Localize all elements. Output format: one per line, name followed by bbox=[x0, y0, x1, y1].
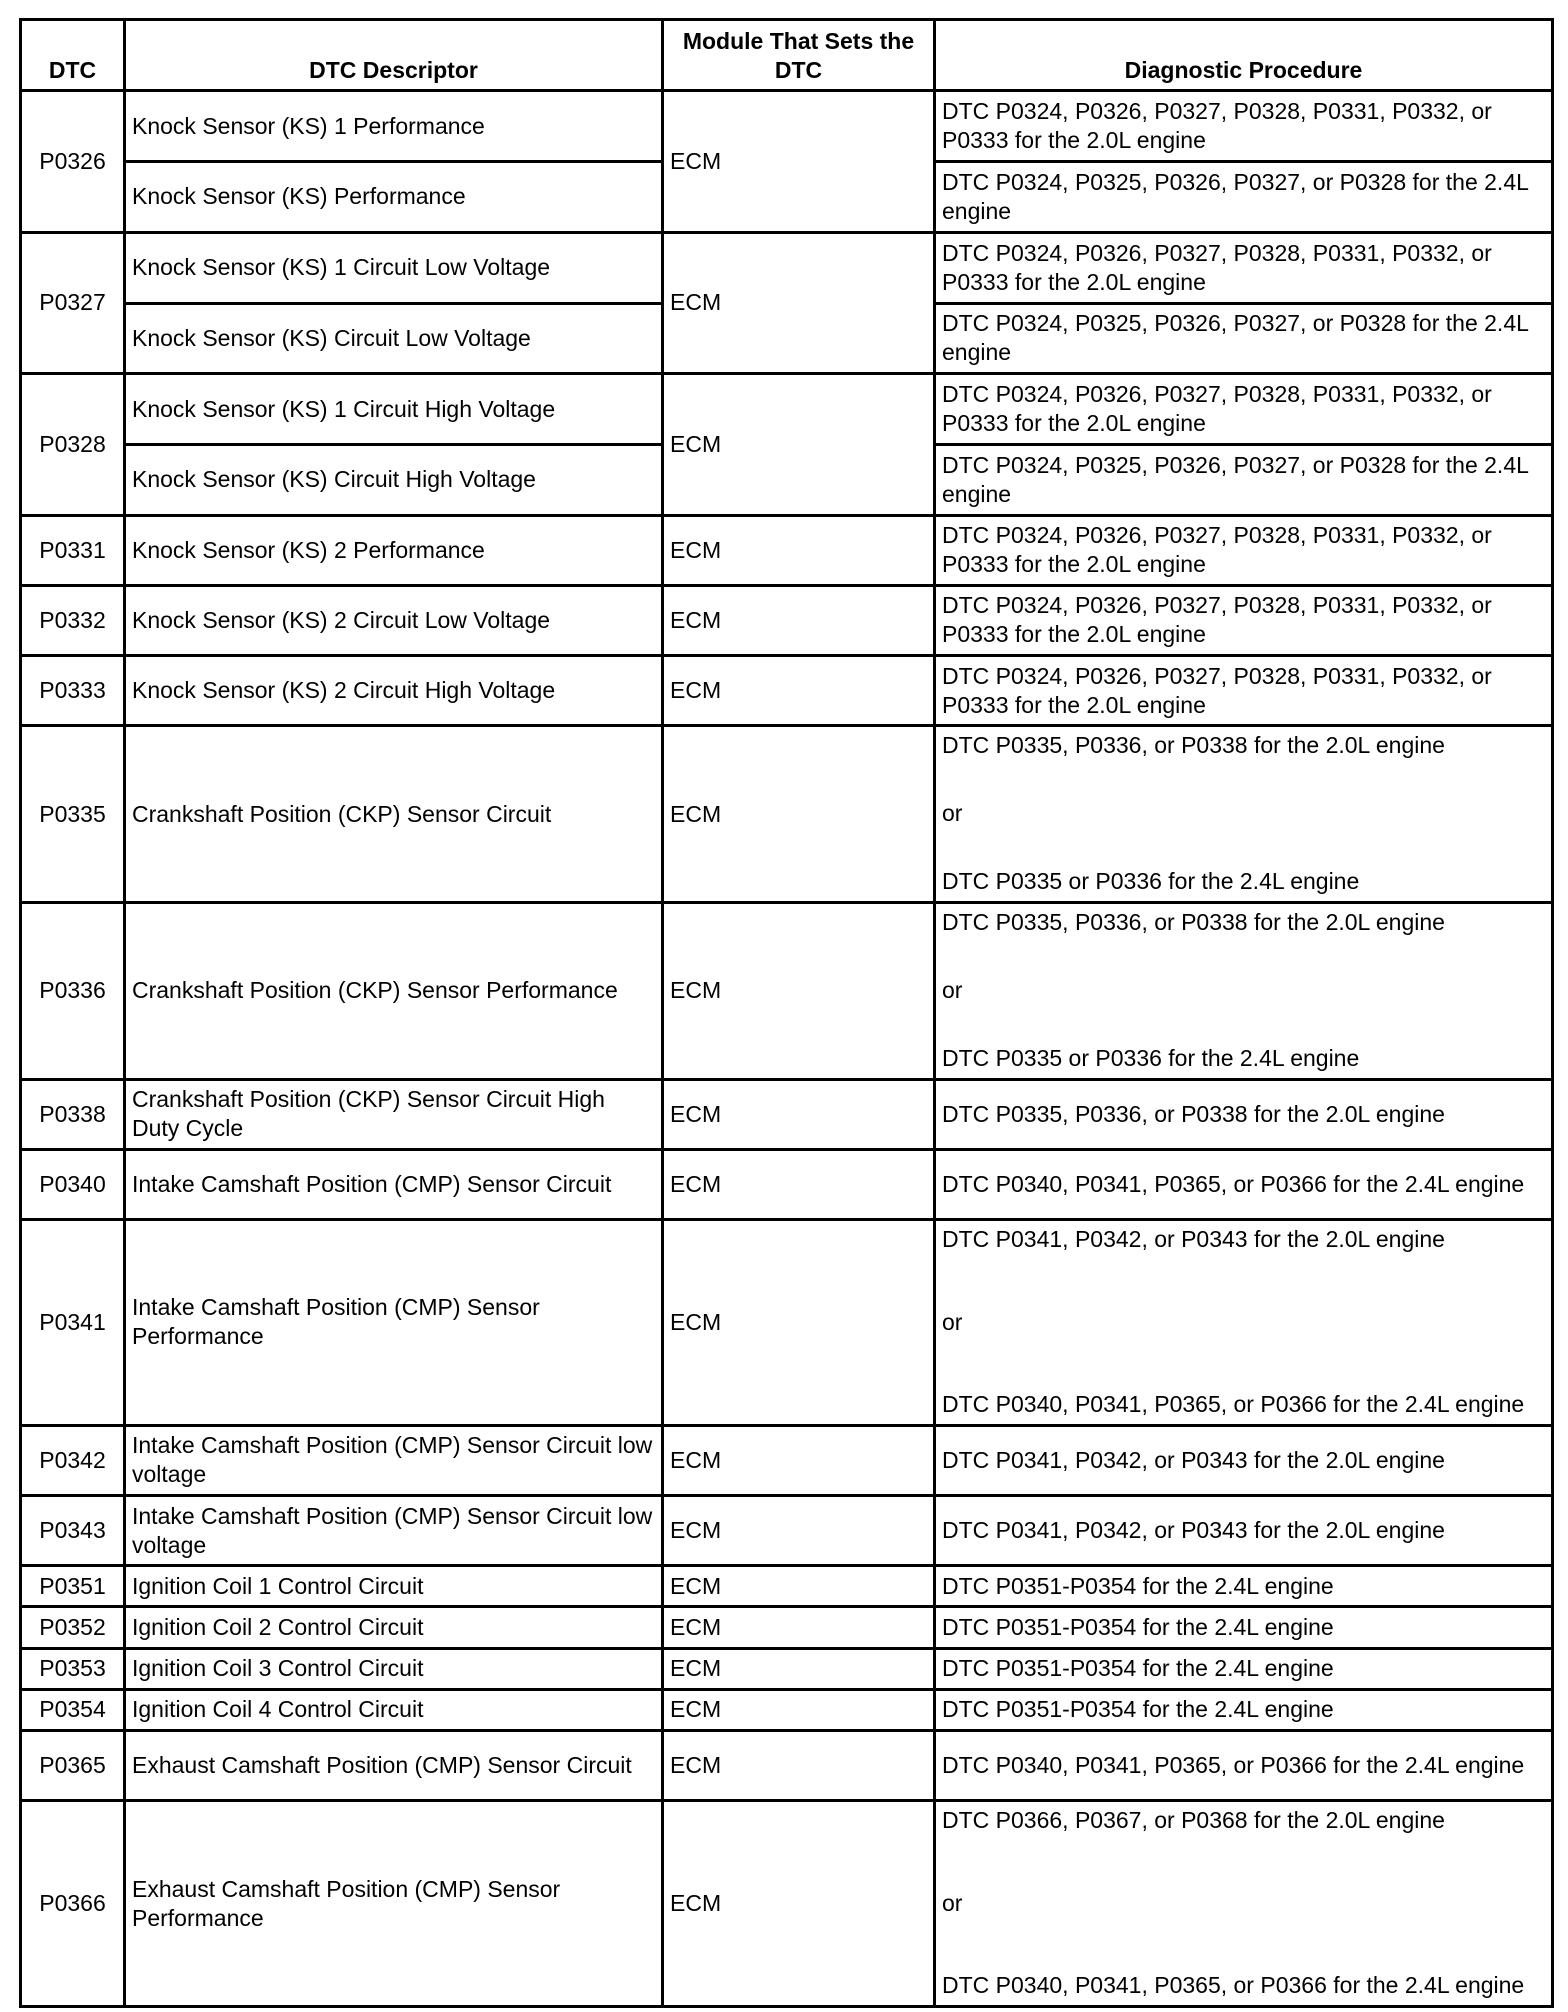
table-row bbox=[21, 91, 1553, 162]
procedure-line: DTC P0366, P0367, or P0368 for the 2.0L engine bbox=[942, 1807, 1445, 1834]
procedure-line: DTC P0340, P0341, P0365, or P0366 for the 2.4L engine bbox=[942, 1972, 1525, 1999]
setting-module: ECM bbox=[663, 515, 935, 585]
diagnostic-procedure bbox=[935, 726, 1553, 903]
diagnostic-procedure bbox=[935, 1220, 1553, 1426]
dtc-code: P0365 bbox=[21, 1730, 125, 1800]
dtc-descriptor: Intake Camshaft Position (CMP) Sensor Circuit low voltage bbox=[125, 1496, 663, 1566]
procedure-lines bbox=[942, 1221, 1545, 1420]
setting-module: ECM bbox=[663, 1496, 935, 1566]
setting-module: ECM bbox=[663, 726, 935, 903]
dtc-descriptor: Crankshaft Position (CKP) Sensor Circuit bbox=[125, 726, 663, 903]
dtc-code: P0354 bbox=[21, 1689, 125, 1730]
dtc-code: P0352 bbox=[21, 1607, 125, 1648]
diagnostic-procedure: DTC P0341, P0342, or P0343 for the 2.0L engine bbox=[935, 1496, 1553, 1566]
dtc-descriptor: Exhaust Camshaft Position (CMP) Sensor Performance bbox=[125, 1801, 663, 2007]
diagnostic-procedure bbox=[935, 1801, 1553, 2007]
procedure-line: DTC P0335, P0336, or P0338 for the 2.0L engine bbox=[942, 908, 1445, 935]
dtc-code: P0341 bbox=[21, 1220, 125, 1426]
diagnostic-procedure: DTC P0351-P0354 for the 2.4L engine bbox=[935, 1607, 1553, 1648]
procedure-line: or bbox=[942, 976, 963, 1003]
table-row bbox=[21, 1425, 1553, 1495]
table-row bbox=[21, 1648, 1553, 1689]
table-row bbox=[21, 726, 1553, 903]
procedure-lines bbox=[942, 1802, 1545, 2001]
dtc-descriptor: Knock Sensor (KS) Circuit High Voltage bbox=[125, 445, 663, 515]
dtc-code: P0343 bbox=[21, 1496, 125, 1566]
header-procedure: Diagnostic Procedure bbox=[935, 20, 1553, 91]
setting-module: ECM bbox=[663, 902, 935, 1079]
diagnostic-procedure: DTC P0324, P0326, P0327, P0328, P0331, P0332, or P0333 for the 2.0L engine bbox=[935, 585, 1553, 655]
dtc-code: P0351 bbox=[21, 1566, 125, 1607]
header-module: Module That Sets the DTC bbox=[663, 20, 935, 91]
setting-module: ECM bbox=[663, 1220, 935, 1426]
table-row bbox=[21, 656, 1553, 726]
setting-module: ECM bbox=[663, 656, 935, 726]
procedure-line: DTC P0335 or P0336 for the 2.4L engine bbox=[942, 868, 1360, 895]
procedure-lines bbox=[942, 727, 1545, 897]
diagnostic-procedure: DTC P0324, P0326, P0327, P0328, P0331, P0332, or P0333 for the 2.0L engine bbox=[935, 374, 1553, 445]
table-row bbox=[21, 1607, 1553, 1648]
diagnostic-procedure: DTC P0324, P0326, P0327, P0328, P0331, P0332, or P0333 for the 2.0L engine bbox=[935, 515, 1553, 585]
setting-module: ECM bbox=[663, 91, 935, 233]
dtc-descriptor: Knock Sensor (KS) Circuit Low Voltage bbox=[125, 303, 663, 373]
dtc-code: P0340 bbox=[21, 1149, 125, 1219]
dtc-code: P0342 bbox=[21, 1425, 125, 1495]
table-row bbox=[21, 515, 1553, 585]
table-row bbox=[21, 1079, 1553, 1149]
setting-module: ECM bbox=[663, 1607, 935, 1648]
diagnostic-procedure: DTC P0324, P0325, P0326, P0327, or P0328 for the 2.4L engine bbox=[935, 445, 1553, 515]
diagnostic-procedure: DTC P0351-P0354 for the 2.4L engine bbox=[935, 1689, 1553, 1730]
procedure-line: DTC P0335 or P0336 for the 2.4L engine bbox=[942, 1044, 1360, 1071]
diagnostic-procedure: DTC P0341, P0342, or P0343 for the 2.0L engine bbox=[935, 1425, 1553, 1495]
dtc-descriptor: Intake Camshaft Position (CMP) Sensor Circuit low voltage bbox=[125, 1425, 663, 1495]
dtc-descriptor: Knock Sensor (KS) 1 Circuit High Voltage bbox=[125, 374, 663, 445]
diagnostic-procedure: DTC P0335, P0336, or P0338 for the 2.0L engine bbox=[935, 1079, 1553, 1149]
dtc-code: P0327 bbox=[21, 232, 125, 374]
dtc-descriptor: Ignition Coil 2 Control Circuit bbox=[125, 1607, 663, 1648]
dtc-descriptor: Crankshaft Position (CKP) Sensor Circuit High Duty Cycle bbox=[125, 1079, 663, 1149]
table-row bbox=[21, 902, 1553, 1079]
procedure-lines bbox=[942, 904, 1545, 1074]
table-row bbox=[21, 585, 1553, 655]
setting-module: ECM bbox=[663, 1079, 935, 1149]
procedure-line: or bbox=[942, 800, 963, 827]
diagnostic-procedure bbox=[935, 902, 1553, 1079]
table-row bbox=[21, 1801, 1553, 2007]
diagnostic-procedure: DTC P0324, P0326, P0327, P0328, P0331, P0332, or P0333 for the 2.0L engine bbox=[935, 656, 1553, 726]
dtc-descriptor: Knock Sensor (KS) 2 Circuit High Voltage bbox=[125, 656, 663, 726]
dtc-descriptor: Knock Sensor (KS) 1 Circuit Low Voltage bbox=[125, 232, 663, 303]
setting-module: ECM bbox=[663, 1566, 935, 1607]
setting-module: ECM bbox=[663, 374, 935, 516]
dtc-table bbox=[19, 18, 1554, 2008]
dtc-descriptor: Knock Sensor (KS) Performance bbox=[125, 162, 663, 232]
diagnostic-procedure: DTC P0351-P0354 for the 2.4L engine bbox=[935, 1648, 1553, 1689]
diagnostic-procedure: DTC P0340, P0341, P0365, or P0366 for the 2.4L engine bbox=[935, 1730, 1553, 1800]
dtc-code: P0338 bbox=[21, 1079, 125, 1149]
diagnostic-procedure: DTC P0340, P0341, P0365, or P0366 for the 2.4L engine bbox=[935, 1149, 1553, 1219]
diagnostic-procedure: DTC P0324, P0326, P0327, P0328, P0331, P0332, or P0333 for the 2.0L engine bbox=[935, 91, 1553, 162]
table-row bbox=[21, 1689, 1553, 1730]
setting-module: ECM bbox=[663, 1801, 935, 2007]
table-body bbox=[21, 91, 1553, 2007]
diagnostic-procedure: DTC P0324, P0325, P0326, P0327, or P0328 for the 2.4L engine bbox=[935, 162, 1553, 232]
dtc-code: P0335 bbox=[21, 726, 125, 903]
dtc-descriptor: Exhaust Camshaft Position (CMP) Sensor Circuit bbox=[125, 1730, 663, 1800]
procedure-line: or bbox=[942, 1308, 963, 1335]
dtc-code: P0326 bbox=[21, 91, 125, 233]
dtc-descriptor: Intake Camshaft Position (CMP) Sensor Circuit bbox=[125, 1149, 663, 1219]
header-row bbox=[21, 20, 1553, 91]
setting-module: ECM bbox=[663, 1730, 935, 1800]
dtc-code: P0331 bbox=[21, 515, 125, 585]
diagnostic-procedure: DTC P0324, P0325, P0326, P0327, or P0328 for the 2.4L engine bbox=[935, 303, 1553, 373]
dtc-descriptor: Ignition Coil 4 Control Circuit bbox=[125, 1689, 663, 1730]
table-row bbox=[21, 1566, 1553, 1607]
dtc-code: P0332 bbox=[21, 585, 125, 655]
dtc-code: P0366 bbox=[21, 1801, 125, 2007]
setting-module: ECM bbox=[663, 1425, 935, 1495]
diagnostic-procedure: DTC P0324, P0326, P0327, P0328, P0331, P0332, or P0333 for the 2.0L engine bbox=[935, 232, 1553, 303]
table-row bbox=[21, 1496, 1553, 1566]
table-row bbox=[21, 232, 1553, 303]
setting-module: ECM bbox=[663, 585, 935, 655]
diagnostic-procedure: DTC P0351-P0354 for the 2.4L engine bbox=[935, 1566, 1553, 1607]
setting-module: ECM bbox=[663, 232, 935, 374]
dtc-descriptor: Knock Sensor (KS) 2 Performance bbox=[125, 515, 663, 585]
header-descriptor: DTC Descriptor bbox=[125, 20, 663, 91]
dtc-descriptor: Knock Sensor (KS) 1 Performance bbox=[125, 91, 663, 162]
procedure-line: DTC P0341, P0342, or P0343 for the 2.0L engine bbox=[942, 1226, 1445, 1253]
dtc-code: P0353 bbox=[21, 1648, 125, 1689]
dtc-code: P0328 bbox=[21, 374, 125, 516]
table-row bbox=[21, 374, 1553, 445]
header-dtc: DTC bbox=[21, 20, 125, 91]
setting-module: ECM bbox=[663, 1689, 935, 1730]
table-row bbox=[21, 1730, 1553, 1800]
procedure-line: DTC P0335, P0336, or P0338 for the 2.0L engine bbox=[942, 732, 1445, 759]
dtc-descriptor: Crankshaft Position (CKP) Sensor Performance bbox=[125, 902, 663, 1079]
dtc-descriptor: Ignition Coil 1 Control Circuit bbox=[125, 1566, 663, 1607]
dtc-code: P0336 bbox=[21, 902, 125, 1079]
procedure-line: or bbox=[942, 1889, 963, 1916]
setting-module: ECM bbox=[663, 1149, 935, 1219]
dtc-code: P0333 bbox=[21, 656, 125, 726]
dtc-descriptor: Intake Camshaft Position (CMP) Sensor Performance bbox=[125, 1220, 663, 1426]
table-row bbox=[21, 1149, 1553, 1219]
setting-module: ECM bbox=[663, 1648, 935, 1689]
dtc-descriptor: Ignition Coil 3 Control Circuit bbox=[125, 1648, 663, 1689]
dtc-descriptor: Knock Sensor (KS) 2 Circuit Low Voltage bbox=[125, 585, 663, 655]
procedure-line: DTC P0340, P0341, P0365, or P0366 for the 2.4L engine bbox=[942, 1391, 1525, 1418]
table-row bbox=[21, 1220, 1553, 1426]
